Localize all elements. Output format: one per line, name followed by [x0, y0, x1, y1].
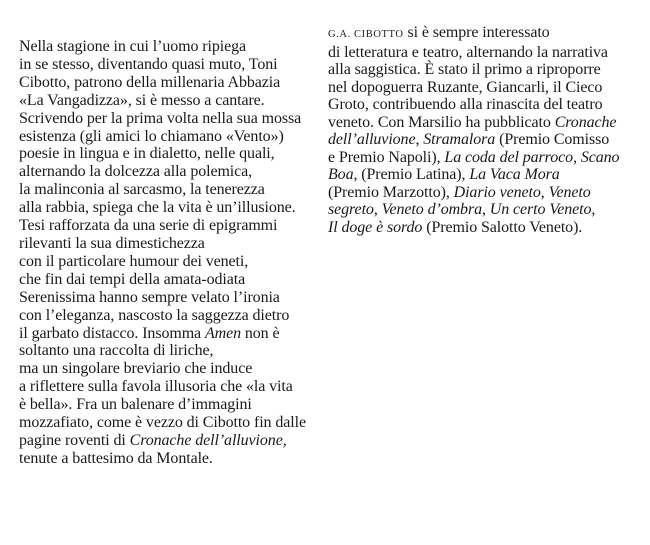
author-note-first-line	[328, 24, 646, 44]
text-segment: alternando la dolcezza alla polemica,	[19, 163, 253, 181]
text-segment: che fin dai tempi della amata-odiata	[19, 270, 246, 288]
text-segment: (Premio Comisso	[495, 131, 610, 148]
book-title: Il doge è sordo	[328, 218, 423, 236]
body-text-line	[19, 74, 317, 92]
author-note-line	[328, 44, 646, 62]
body-text-line	[19, 217, 317, 235]
book-title: Veneto d’ombra	[381, 201, 482, 218]
text-segment: esistenza (gli amici lo chiamano «Vento»)	[19, 127, 284, 145]
author-note-first-line-text: si è sempre interessato	[403, 24, 550, 41]
text-segment: la malinconia al sarcasmo, la tenerezza	[19, 181, 265, 199]
body-text-line	[19, 56, 317, 74]
body-text-line	[19, 414, 317, 432]
body-text-line	[19, 38, 317, 56]
book-title: Diario veneto	[453, 183, 541, 201]
book-title: Un certo Veneto	[489, 201, 592, 218]
body-text-line	[19, 92, 317, 110]
text-segment: mozzafiato, come è vezzo di Cibotto fin dalle	[19, 414, 306, 432]
text-segment: , (Premio Latina),	[353, 166, 470, 183]
text-segment: ,	[591, 201, 596, 218]
body-text-line	[19, 271, 317, 289]
author-note-line	[328, 166, 646, 184]
text-segment: veneto. Con Marsilio ha pubblicato	[328, 113, 555, 131]
body-text-line	[19, 128, 317, 146]
text-segment: ,	[540, 183, 549, 201]
body-text-line	[19, 145, 317, 163]
body-text-line	[19, 235, 317, 253]
book-title: Veneto	[548, 183, 591, 201]
text-segment: ,	[415, 131, 424, 148]
body-text-line	[19, 360, 317, 378]
text-segment: Cibotto, patrono della millenaria Abbazia	[19, 73, 281, 91]
text-segment: tenute a battesimo da Montale.	[19, 449, 213, 467]
book-title: La Vaca Mora	[469, 166, 560, 183]
author-note-column	[328, 24, 646, 236]
book-title: Boa	[328, 166, 354, 183]
book-title: Cronache dell’alluvione	[129, 431, 283, 449]
text-segment: (Premio Marzotto),	[328, 183, 454, 201]
text-segment: ,	[282, 431, 287, 449]
author-note-line	[328, 149, 646, 167]
author-name-lead: G.A. CIBOTTO	[328, 29, 404, 40]
text-segment: Scrivendo per la prima volta nella sua mossa	[19, 109, 302, 127]
body-text-line	[19, 163, 317, 181]
book-title: Cronache	[554, 113, 617, 131]
book-title: dell’alluvione	[328, 131, 416, 148]
text-segment: alla rabbia, spiega che la vita è un’illusione.	[19, 199, 296, 217]
text-segment: «La Vangadizza», si è messo a cantare.	[19, 91, 265, 109]
text-segment: ma un singolare breviario che induce	[19, 360, 253, 378]
author-note-line	[328, 61, 646, 79]
text-segment: e Premio Napoli),	[328, 148, 445, 166]
author-note-line	[328, 79, 646, 97]
text-segment: non è	[240, 324, 280, 342]
text-segment: a riflettere sulla favola illusoria che «la vita	[19, 378, 293, 396]
author-note-line	[328, 96, 646, 114]
text-segment: di letteratura e teatro, alternando la narrativa	[328, 43, 608, 61]
book-title: Amen	[204, 324, 241, 342]
body-text-line	[19, 342, 317, 360]
text-segment: con il particolare humour dei veneti,	[19, 252, 249, 270]
text-segment: soltanto una raccolta di liriche,	[19, 342, 214, 360]
text-segment: ,	[573, 148, 581, 166]
text-segment: rilevanti la sua dimestichezza	[19, 234, 205, 252]
body-text-line	[19, 253, 317, 271]
author-note-line	[328, 131, 646, 149]
text-segment: Serenissima hanno sempre velato l’ironia	[19, 288, 280, 306]
text-segment: con l’eleganza, nascosto la saggezza dietro	[19, 306, 290, 324]
body-text-line	[19, 181, 317, 199]
author-note-line	[328, 219, 646, 237]
text-segment: è bella». Fra un balenare d’immagini	[19, 396, 252, 414]
book-title: segreto	[328, 201, 374, 218]
body-text-line	[19, 450, 317, 468]
body-text-line	[19, 289, 317, 307]
body-text-line	[19, 110, 317, 128]
text-segment: (Premio Salotto Veneto).	[422, 218, 583, 236]
body-text-line	[19, 378, 317, 396]
text-segment: Tesi rafforzata da una serie di epigrammi	[19, 217, 278, 235]
text-segment: in se stesso, diventando quasi muto, Toni	[19, 55, 278, 73]
body-text-line	[19, 325, 317, 343]
text-segment: nel dopoguerra Ruzante, Giancarli, il Cieco	[328, 78, 603, 96]
author-note-line	[328, 184, 646, 202]
body-text-line	[19, 432, 317, 450]
text-segment: ,	[481, 201, 490, 218]
text-segment: pagine roventi di	[19, 431, 130, 449]
body-text-line	[19, 396, 317, 414]
text-segment: il garbato distacco. Insomma	[19, 324, 205, 342]
biography-body-column	[19, 38, 317, 468]
author-note-line	[328, 201, 646, 219]
text-segment: Nella stagione in cui l’uomo ripiega	[19, 38, 247, 55]
text-segment: poesie in lingua e in dialetto, nelle quali,	[19, 145, 275, 163]
text-segment: alla saggistica. È stato il primo a riproporre	[328, 61, 601, 78]
text-segment: ,	[373, 201, 382, 218]
book-title: Scano	[580, 148, 620, 166]
book-title: Stramalora	[423, 131, 496, 148]
body-text-line	[19, 307, 317, 325]
text-segment: Groto, contribuendo alla rinascita del teatro	[328, 96, 603, 113]
body-text-line	[19, 199, 317, 217]
author-note-line	[328, 114, 646, 132]
book-title: La coda del parroco	[444, 148, 574, 166]
